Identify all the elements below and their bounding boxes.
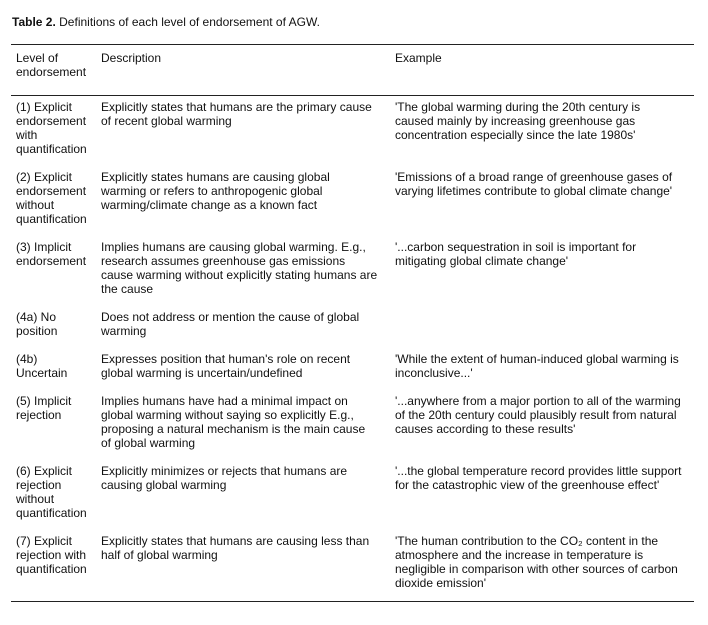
cell-description-line: Implies humans have had a minimal impact on (101, 394, 348, 408)
cell-description-line: cause warming without explicitly stating humans are (101, 268, 378, 282)
header-example-line: Example (395, 51, 442, 65)
cell-level (16, 240, 94, 268)
cell-level-line: (1) Explicit (16, 100, 73, 114)
cell-example-line: 'While the extent of human-induced global warming is (395, 352, 679, 366)
table-caption (12, 15, 320, 29)
cell-description-line: Does not address or mention the cause of global (101, 310, 360, 324)
header-level-line: Level of (16, 51, 59, 65)
cell-example-line: 'Emissions of a broad range of greenhouse gases of (395, 170, 673, 184)
cell-example-line: dioxide emission' (395, 576, 487, 590)
cell-example-line: of the 20th century could plausibly result from natural (395, 408, 677, 422)
header-level (16, 51, 94, 79)
cell-description-line: global warming is uncertain/undefined (101, 366, 303, 380)
cell-example (395, 170, 695, 198)
cell-level-line: quantification (16, 562, 87, 576)
header-example (395, 51, 695, 65)
cell-level-line: with (16, 128, 38, 142)
cell-description-line: warming/climate change as a known fact (101, 198, 318, 212)
cell-example-line: for the catastrophic view of the greenhouse effect' (395, 478, 660, 492)
cell-level-line: (7) Explicit (16, 534, 73, 548)
cell-description (101, 352, 389, 380)
cell-level (16, 310, 94, 338)
cell-level-line: (5) Implicit (16, 394, 72, 408)
cell-description-line: global warming without saying so explicitly E.g., (101, 408, 354, 422)
cell-level (16, 100, 94, 156)
cell-example (395, 352, 695, 380)
cell-level-line: without (16, 198, 55, 212)
cell-description-line: Explicitly states that humans are the primary cause (101, 100, 372, 114)
cell-example (395, 394, 695, 436)
table-bottom-rule (11, 601, 694, 602)
cell-level-line: (4a) No (16, 310, 57, 324)
cell-level-line: (3) Implicit (16, 240, 72, 254)
cell-description-line: half of global warming (101, 548, 218, 562)
cell-level (16, 394, 94, 422)
cell-example (395, 240, 695, 268)
cell-description (101, 170, 389, 212)
cell-level-line: endorsement (16, 184, 87, 198)
cell-example-line: mitigating global climate change' (395, 254, 569, 268)
cell-level (16, 464, 94, 520)
cell-level-line: without (16, 492, 55, 506)
cell-level-line: (2) Explicit (16, 170, 73, 184)
cell-example-line: '...anywhere from a major portion to all of the warming (395, 394, 681, 408)
cell-example-line: causes according to these results' (395, 422, 576, 436)
cell-level-line: Uncertain (16, 366, 68, 380)
cell-level-line: (6) Explicit (16, 464, 73, 478)
cell-level (16, 170, 94, 226)
cell-example-line: concentration especially since the late 1980s' (395, 128, 636, 142)
table-caption-label: Table 2. (12, 15, 56, 29)
cell-description (101, 464, 389, 492)
cell-level (16, 352, 94, 380)
cell-description (101, 534, 389, 562)
cell-example-line: atmosphere and the increase in temperature is (395, 548, 644, 562)
header-description (101, 51, 389, 65)
table-caption-text: Definitions of each level of endorsement of AGW. (59, 15, 320, 29)
cell-level-line: (4b) (16, 352, 38, 366)
cell-example-line: caused mainly by increasing greenhouse gas (395, 114, 636, 128)
cell-example-line: negligible in comparison with other sources of carbon (395, 562, 678, 576)
header-description-line: Description (101, 51, 162, 65)
cell-description (101, 240, 389, 296)
cell-description-line: warming (101, 324, 147, 338)
cell-example-line: 'The global warming during the 20th century is (395, 100, 641, 114)
cell-description-line: Explicitly states humans are causing global (101, 170, 330, 184)
cell-level-line: position (16, 324, 58, 338)
cell-description (101, 394, 389, 450)
cell-level-line: endorsement (16, 254, 87, 268)
cell-description (101, 100, 389, 128)
cell-example (395, 464, 695, 492)
cell-description-line: of recent global warming (101, 114, 232, 128)
cell-description-line: warming or refers to anthropogenic global (101, 184, 323, 198)
cell-level-line: quantification (16, 212, 87, 226)
cell-level-line: quantification (16, 506, 87, 520)
cell-example-line: varying lifetimes contribute to global climate change' (395, 184, 673, 198)
cell-example-line: inconclusive...' (395, 366, 473, 380)
cell-example (395, 534, 695, 590)
cell-level (16, 534, 94, 576)
cell-description-line: Explicitly minimizes or rejects that humans are (101, 464, 348, 478)
cell-description (101, 310, 389, 338)
table-header-rule (11, 95, 694, 96)
cell-description-line: research assumes greenhouse gas emissions (101, 254, 346, 268)
cell-level-line: rejection with (16, 548, 87, 562)
cell-description-line: proposing a natural mechanism is the main cause (101, 422, 366, 436)
cell-description-line: Explicitly states that humans are causing less than (101, 534, 370, 548)
cell-level-line: endorsement (16, 114, 87, 128)
header-level-line: endorsement (16, 65, 87, 79)
cell-example-line: '...carbon sequestration in soil is important for (395, 240, 637, 254)
cell-level-line: rejection (16, 408, 62, 422)
cell-description-line: of global warming (101, 436, 196, 450)
table-top-rule (11, 44, 694, 45)
cell-description-line: Expresses position that human's role on recent (101, 352, 351, 366)
cell-description-line: Implies humans are causing global warming. E.g., (101, 240, 366, 254)
cell-level-line: quantification (16, 142, 87, 156)
cell-description-line: causing global warming (101, 478, 227, 492)
cell-description-line: the cause (101, 282, 154, 296)
cell-level-line: rejection (16, 478, 62, 492)
cell-example-line: '...the global temperature record provides little support (395, 464, 682, 478)
cell-example (395, 100, 695, 142)
cell-example-line: 'The human contribution to the CO₂ content in the (395, 534, 659, 548)
